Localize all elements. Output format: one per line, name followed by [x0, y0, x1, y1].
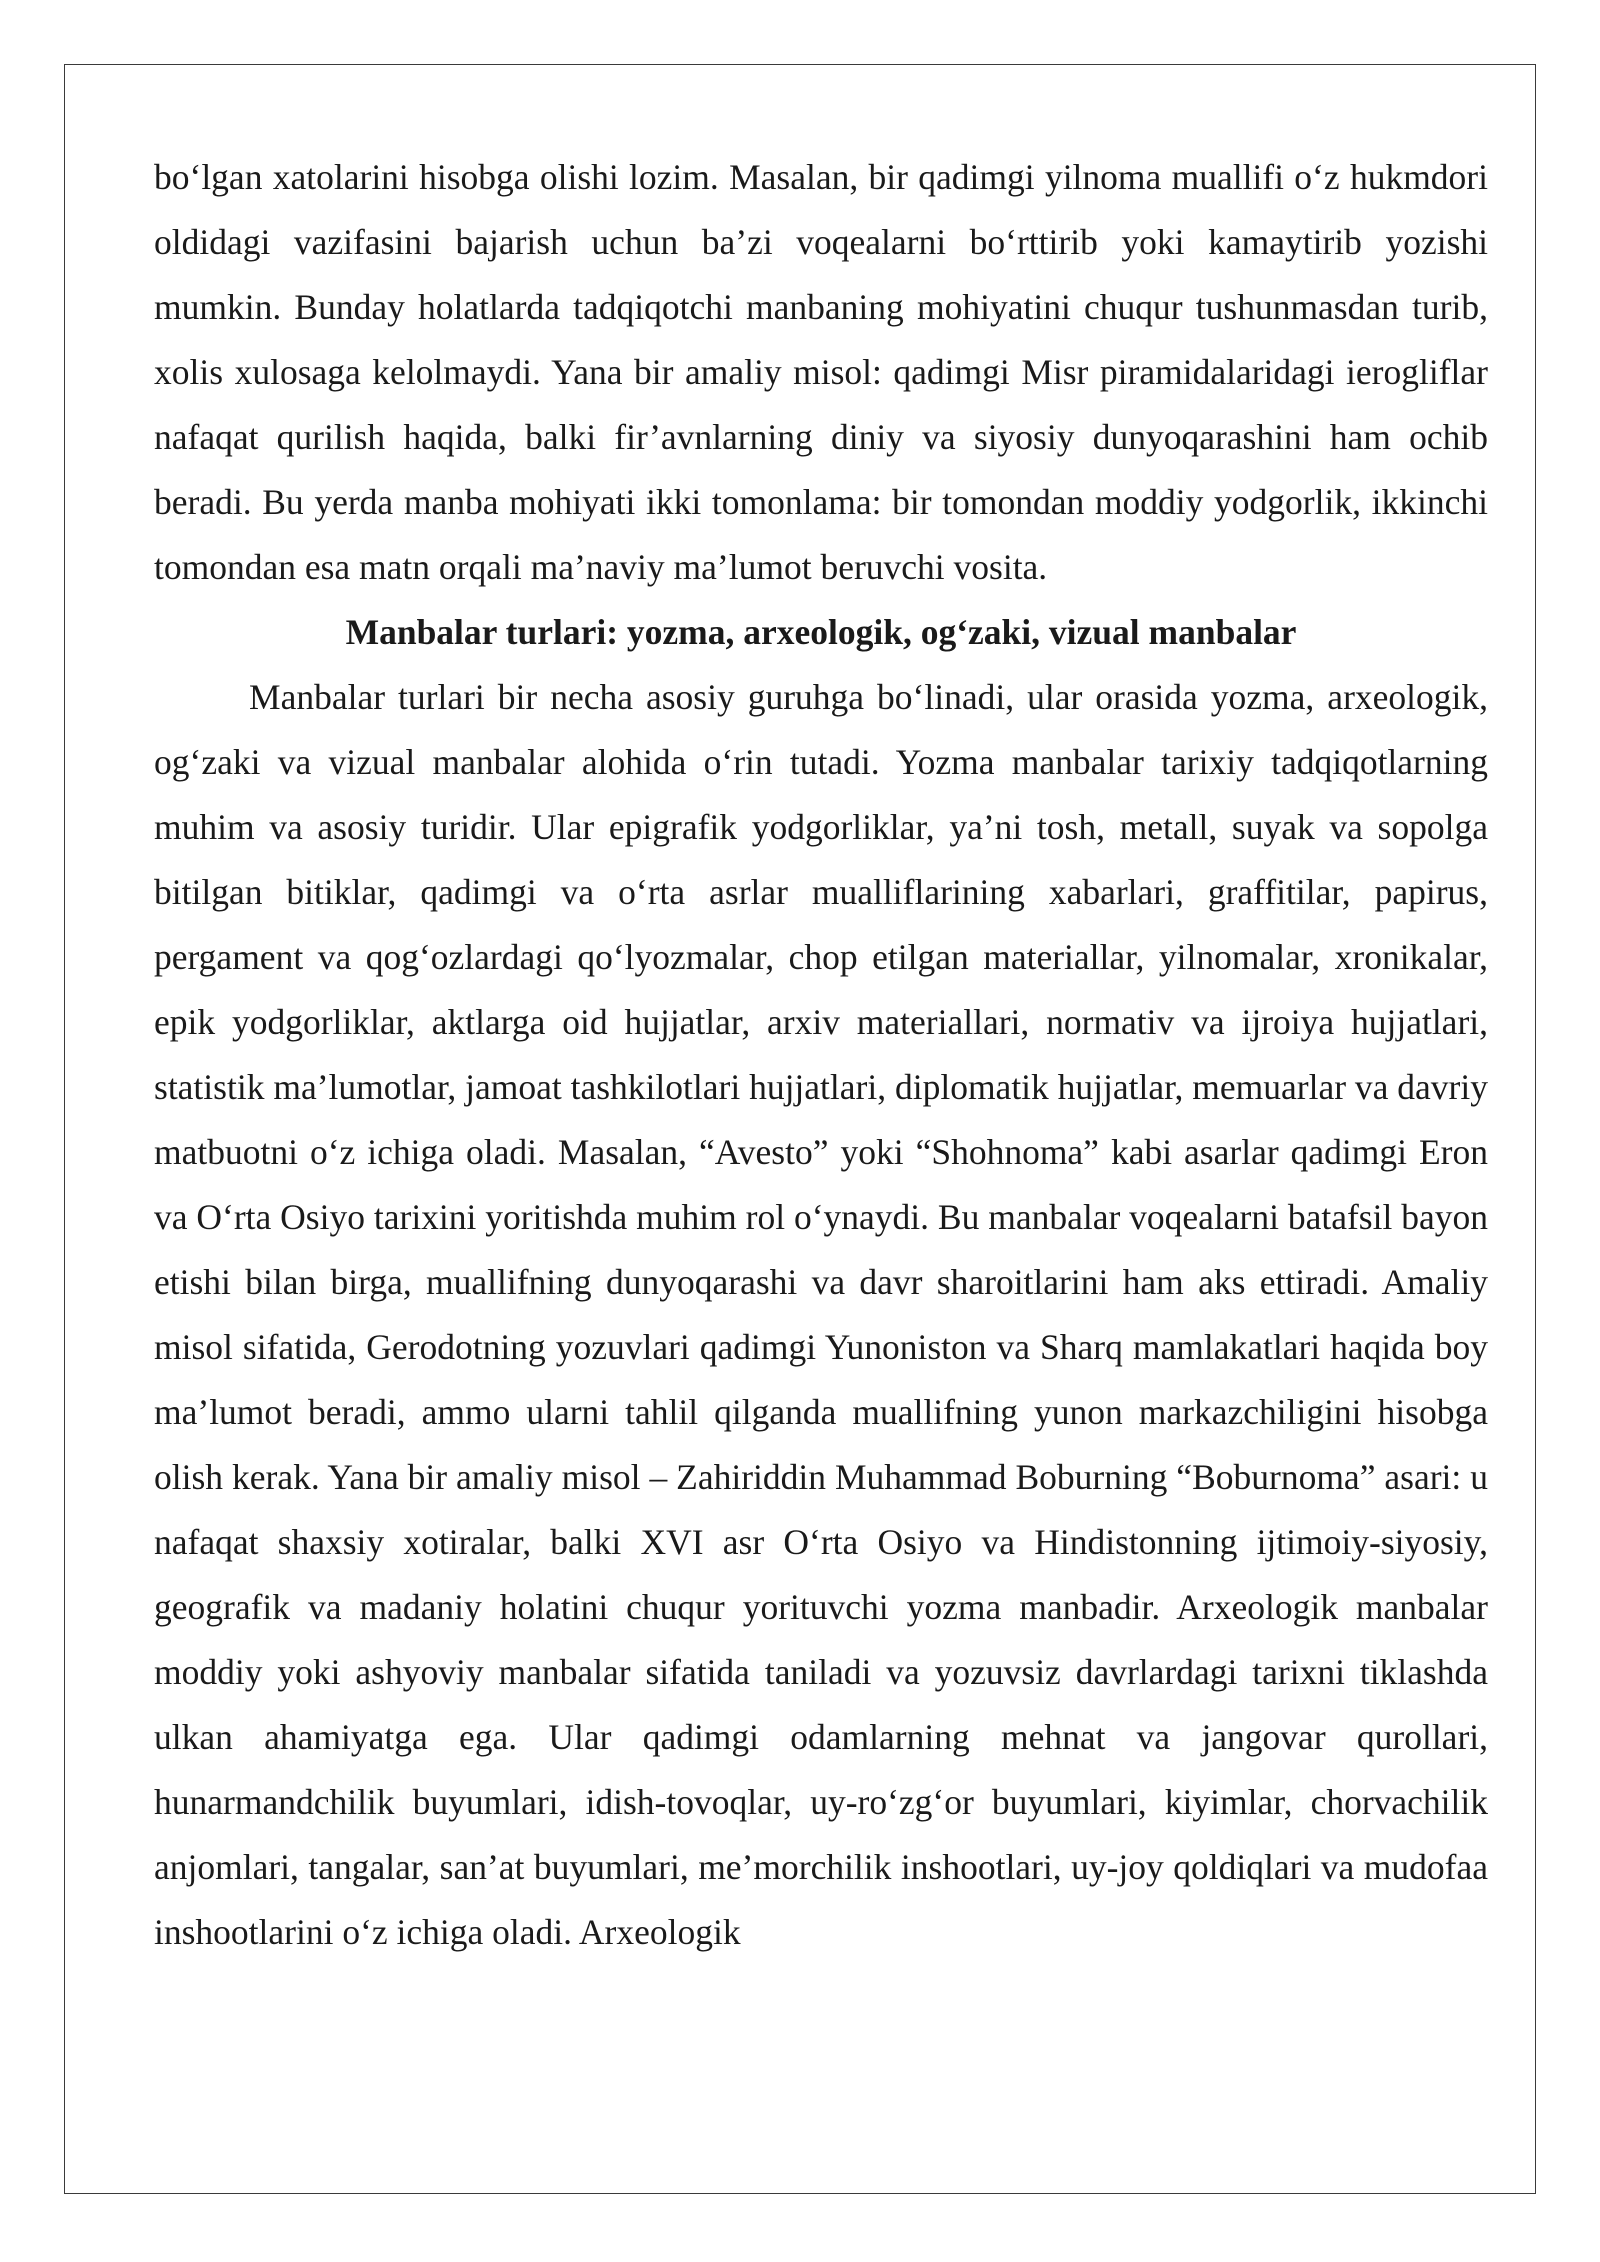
document-body: [154, 145, 1488, 1965]
paragraph-continuation: bo‘lgan xatolarini hisobga olishi lozim. Masalan, bir qadimgi yilnoma muallifi o‘z hukmdori oldidagi vazifasini bajarish uchun ba’zi voqealarni bo‘rttirib yoki kamaytirib yozishi mumkin. Bunday holatlarda tadqiqotchi manbaning mohiyatini chuqur tushunmasdan turib, xolis xulosaga kelolmaydi. Yana bir amaliy misol: qadimgi Misr piramidalaridagi ierogliflar nafaqat qurilish haqida, balki fir’avnlarning diniy va siyosiy dunyoqarashini ham ochib beradi. Bu yerda manba mohiyati ikki tomonlama: bir tomondan moddiy yodgorlik, ikkinchi tomondan esa matn orqali ma’naviy ma’lumot beruvchi vosita.: [154, 157, 1488, 587]
paragraph-source-types: Manbalar turlari bir necha asosiy guruhga bo‘linadi, ular orasida yozma, arxeologik, og‘zaki va vizual manbalar alohida o‘rin tutadi. Yozma manbalar tarixiy tadqiqotlarning muhim va asosiy turidir. Ular epigrafik yodgorliklar, ya’ni tosh, metall, suyak va sopolga bitilgan bitiklar, qadimgi va o‘rta asrlar mualliflarining xabarlari, graffitilar, papirus, pergament va qog‘ozlardagi qo‘lyozmalar, chop etilgan materiallar, yilnomalar, xronikalar, epik yodgorliklar, aktlarga oid hujjatlar, arxiv materiallari, normativ va ijroiya hujjatlari, statistik ma’lumotlar, jamoat tashkilotlari hujjatlari, diplomatik hujjatlar, memuarlar va davriy matbuotni o‘z ichiga oladi. Masalan, “Avesto” yoki “Shohnoma” kabi asarlar qadimgi Eron va O‘rta Osiyo tarixini yoritishda muhim rol o‘ynaydi. Bu manbalar voqealarni batafsil bayon etishi bilan birga, muallifning dunyoqarashi va davr sharoitlarini ham aks ettiradi. Amaliy misol sifatida, Gerodotning yozuvlari qadimgi Yunoniston va Sharq mamlakatlari haqida boy ma’lumot beradi, ammo ularni tahlil qilganda muallifning yunon markazchiligini hisobga olish kerak. Yana bir amaliy misol – Zahiriddin Muhammad Boburning “Boburnoma” asari: u nafaqat shaxsiy xotiralar, balki XVI asr O‘rta Osiyo va Hindistonning ijtimoiy-siyosiy, geografik va madaniy holatini chuqur yorituvchi yozma manbadir. Arxeologik manbalar moddiy yoki ashyoviy manbalar sifatida taniladi va yozuvsiz davrlardagi tarixni tiklashda ulkan ahamiyatga ega. Ular qadimgi odamlarning mehnat va jangovar qurollari, hunarmandchilik buyumlari, idish-tovoqlar, uy-ro‘zg‘or buyumlari, kiyimlar, chorvachilik anjomlari, tangalar, san’at buyumlari, me’morchilik inshootlari, uy-joy qoldiqlari va mudofaa inshootlarini o‘z ichiga oladi. Arxeologik: [154, 677, 1488, 1952]
section-heading: Manbalar turlari: yozma, arxeologik, og‘zaki, vizual manbalar: [345, 612, 1297, 652]
